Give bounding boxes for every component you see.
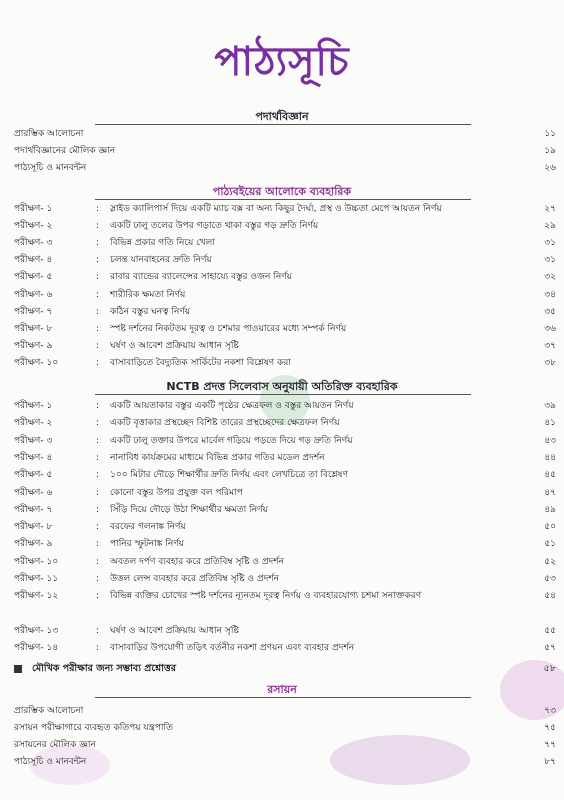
toc-item-label: রসায়নের মৌলিক জ্ঞান (14, 740, 96, 750)
experiment-page: ৩৮ (544, 357, 556, 368)
colon-separator: : (96, 435, 100, 446)
experiment-label: পরীক্ষণ- ৮ (14, 323, 53, 334)
experiment-label: পরীক্ষণ- ৪ (14, 452, 53, 463)
experiment-description: কোনো বস্তুর উপর প্রযুক্ত বল পরিমাপ (110, 487, 243, 498)
experiment-description: বিভিন্ন ব্যক্তির চোখের স্পষ্ট দর্শনের ন্যূনতম দূরত্ব নির্ণয় ও ব্যবহারযোগ্য চশমা সনাক্তকরণ (110, 591, 422, 602)
colon-separator: : (96, 470, 100, 481)
colon-separator: : (96, 539, 100, 550)
experiment-description: বাসাবাড়ির উপযোগী তড়িৎ বর্তনীর নকশা প্রণয়ন এবং ব্যবহার প্রদর্শন (110, 643, 355, 654)
colon-separator: : (96, 238, 100, 249)
colon-separator: : (96, 255, 100, 266)
toc-item-page: ১৯ (544, 146, 556, 156)
section-heading-textbook-practical: পাঠ্যবইয়ের আলোকে ব্যবহারিক (212, 185, 352, 198)
experiment-label: পরীক্ষণ- ২ (14, 418, 53, 429)
experiment-description: একটি আয়তাকার বস্তুর একটি পৃষ্ঠের ক্ষেত্রফল ও বস্তুর আয়তন নির্ণয় (110, 401, 354, 411)
colon-separator: : (96, 221, 100, 232)
experiment-description: নানাবিধ কার্যক্রমের মাধ্যমে বিভিন্ন প্রকার গতির মডেল প্রদর্শন (110, 452, 325, 463)
experiment-label: পরীক্ষণ- ৬ (14, 487, 53, 498)
colon-separator: : (96, 556, 100, 567)
experiment-description: স্পষ্ট দর্শনের নিকটতম দূরত্ব ও চশমার পাওয়ারের মধ্যে সম্পর্ক নির্ণয় (110, 323, 347, 334)
experiment-description: শারীরিক ক্ষমতা নির্ণয় (110, 289, 186, 300)
experiment-page: ৫৪ (544, 591, 556, 602)
experiment-page: ৪৭ (544, 487, 556, 498)
experiment-label: পরীক্ষণ- ১০ (14, 357, 59, 368)
experiment-label: পরীক্ষণ- ১ (14, 401, 53, 411)
toc-item[interactable] (14, 703, 556, 719)
viva-label: মৌখিক পরীক্ষার জন্য সম্ভাব্য প্রশ্নোত্তর (32, 663, 176, 674)
experiment-page: ৪৯ (544, 504, 556, 515)
experiment-page: ৫৩ (544, 574, 556, 584)
divider (95, 697, 471, 698)
experiment-description: বরফের গলনাঙ্ক নির্ণয় (110, 522, 186, 533)
experiment-page: ৪৪ (544, 452, 556, 463)
experiment-label: পরীক্ষণ- ৬ (14, 289, 53, 300)
toc-item-page: ৭৭ (544, 740, 556, 750)
toc-item[interactable] (14, 754, 556, 770)
experiment-page: ৫১ (544, 539, 556, 550)
experiment-page: ২৯ (544, 221, 556, 232)
section-heading-nctb-practical: NCTB প্রদত্ত সিলেবাস অনুযায়ী অতিরিক্ত ব্যবহারিক (166, 380, 398, 393)
toc-item[interactable] (14, 737, 556, 753)
experiment-description: একটি ঢালু তলের উপর গড়াতে থাকা বস্তুর গড় দ্রুতি নির্ণয় (110, 221, 319, 232)
toc-item-label: রসায়ন পরীক্ষাগারে ব্যবহৃত কতিপয় যন্ত্রপাতি (14, 723, 173, 733)
experiment-page: ২৭ (544, 204, 556, 214)
experiment-page: ৫৫ (544, 625, 556, 636)
experiment-label: পরীক্ষণ- ৯ (14, 539, 53, 550)
experiment-description: ঘর্ষণ ও আবেশ প্রক্রিয়ায় আধান সৃষ্টি (110, 340, 239, 351)
divider (95, 199, 471, 200)
colon-separator: : (96, 504, 100, 515)
toc-item-page: ৭৫ (544, 723, 556, 733)
experiment-label: পরীক্ষণ- ৫ (14, 272, 53, 283)
experiment-label: পরীক্ষণ- ২ (14, 221, 53, 232)
experiment-description: ঘর্ষণ ও আবেশ প্রক্রিয়ায় আধান সৃষ্টি (110, 625, 239, 636)
experiment-label: পরীক্ষণ- ৭ (14, 306, 53, 317)
experiment-description: কঠিন বস্তুর ঘনত্ব নির্ণয় (110, 306, 191, 317)
experiment-description: অবতল দর্পণ ব্যবহার করে প্রতিবিম্ব সৃষ্টি ও প্রদর্শন (110, 556, 284, 567)
experiment-label: পরীক্ষণ- ১ (14, 204, 53, 214)
experiment-description: উত্তল লেন্স ব্যবহার করে প্রতিবিম্ব সৃষ্টি ও প্রদর্শন (110, 574, 280, 584)
experiment-page: ৪৩ (544, 435, 556, 446)
colon-separator: : (96, 643, 100, 654)
colon-separator: : (96, 452, 100, 463)
experiment-page: ৩১ (544, 255, 556, 266)
colon-separator: : (96, 401, 100, 411)
colon-separator: : (96, 487, 100, 498)
experiment-description: ১০০ মিটার দৌড়ে শিক্ষার্থীর দ্রুতি নির্ণয় এবং লেখচিত্রে তা বিশ্লেষণ (110, 470, 348, 481)
experiment-page: ৫৭ (544, 643, 556, 654)
section-heading-chemistry: রসায়ন (267, 683, 297, 696)
toc-item-label: পাঠ্যসূচি ও মানবন্টন (14, 757, 87, 767)
section-heading-physics: পদার্থবিজ্ঞান (255, 110, 309, 123)
experiment-page: ৫০ (544, 522, 556, 533)
experiment-label: পরীক্ষণ- ৭ (14, 504, 53, 515)
colon-separator: : (96, 289, 100, 300)
experiment-description: চলন্ত যানবাহনের দ্রুতি নির্ণয় (110, 255, 212, 266)
experiment-page: ৩৪ (544, 289, 556, 300)
experiment-description: স্লাইড ক্যালিপার্স দিয়ে একটি ম্যাচ বক্স বা অন্য কিছুর দৈর্ঘ্য, প্রস্থ ও উচ্চতা মেপে আয়তন নির্ণয় (110, 204, 442, 214)
experiment-label: পরীক্ষণ- ১২ (14, 591, 59, 602)
experiment-label: পরীক্ষণ- ৯ (14, 340, 53, 351)
toc-item[interactable] (14, 720, 556, 736)
toc-item[interactable] (14, 160, 556, 176)
experiment-description: একটি বৃত্তাকার প্রস্থচ্ছেদ বিশিষ্ট তারের প্রস্থচ্ছেদের ক্ষেত্রফল নির্ণয় (110, 418, 340, 429)
toc-item[interactable] (14, 143, 556, 159)
experiment-label: পরীক্ষণ- ৩ (14, 238, 53, 249)
toc-item[interactable] (14, 126, 556, 142)
experiment-label: পরীক্ষণ- ১০ (14, 556, 59, 567)
colon-separator: : (96, 591, 100, 602)
experiment-page: ৫২ (544, 556, 556, 567)
colon-separator: : (96, 323, 100, 334)
toc-item-label: পাঠ্যসূচি ও মানবন্টন (14, 163, 87, 173)
experiment-page: ৩৬ (544, 323, 556, 334)
experiment-page: ৩৫ (544, 306, 556, 317)
square-bullet-icon (14, 665, 22, 673)
toc-item-page: ৮৭ (544, 757, 556, 767)
experiment-label: পরীক্ষণ- ৩ (14, 435, 53, 446)
experiment-label: পরীক্ষণ- ৮ (14, 522, 53, 533)
experiment-label: পরীক্ষণ- ১৪ (14, 643, 59, 654)
experiment-description: বাসাবাড়িতে বৈদ্যুতিক সার্কিটের নকশা বিশ্লেষণ করা (110, 357, 291, 368)
experiment-description: রাবার ব্যান্ডের ব্যালেন্সের সাহায্যে বস্তুর ওজন নির্ণয় (110, 272, 292, 283)
experiment-description: একটি ঢালু তক্তার উপরে মার্বেল গড়িয়ে পড়তে দিয়ে গড় দ্রুতি নির্ণয় (110, 435, 353, 446)
colon-separator: : (96, 357, 100, 368)
colon-separator: : (96, 574, 100, 584)
colon-separator: : (96, 204, 100, 214)
experiment-label: পরীক্ষণ- ১১ (14, 574, 59, 584)
colon-separator: : (96, 625, 100, 636)
toc-item-page: ২৬ (544, 163, 556, 173)
colon-separator: : (96, 272, 100, 283)
experiment-page: ৩৭ (544, 340, 556, 351)
colon-separator: : (96, 340, 100, 351)
toc-item-label: প্রারম্ভিক আলোচনা (14, 706, 84, 716)
experiment-label: পরীক্ষণ- ১৩ (14, 625, 59, 636)
toc-item-label: প্রারম্ভিক আলোচনা (14, 129, 84, 139)
page-title: পাঠ্যসূচি (214, 38, 350, 85)
toc-item-label: পদার্থবিজ্ঞানের মৌলিক জ্ঞান (14, 146, 116, 156)
experiment-page: ৪৫ (544, 470, 556, 481)
viva-page: ৫৮ (543, 663, 556, 674)
divider (95, 124, 471, 125)
experiment-description: সিঁড়ি দিয়ে দৌড়ে উঠা শিক্ষার্থীর ক্ষমতা নির্ণয় (110, 504, 268, 515)
experiment-page: ৩২ (544, 272, 556, 283)
experiment-page: ৪১ (544, 418, 556, 429)
toc-item-page: ১১ (544, 129, 556, 139)
experiment-description: পানির স্ফুটনাঙ্ক নির্ণয় (110, 539, 184, 550)
colon-separator: : (96, 418, 100, 429)
experiment-label: পরীক্ষণ- ৫ (14, 470, 53, 481)
experiment-page: ৩১ (544, 238, 556, 249)
experiment-page: ৩৯ (544, 401, 556, 411)
divider (95, 394, 471, 395)
experiment-label: পরীক্ষণ- ৪ (14, 255, 53, 266)
colon-separator: : (96, 522, 100, 533)
toc-item-page: ৭৩ (544, 706, 556, 716)
colon-separator: : (96, 306, 100, 317)
experiment-description: বিভিন্ন প্রকার গতি নিয়ে খেলা (110, 238, 215, 249)
